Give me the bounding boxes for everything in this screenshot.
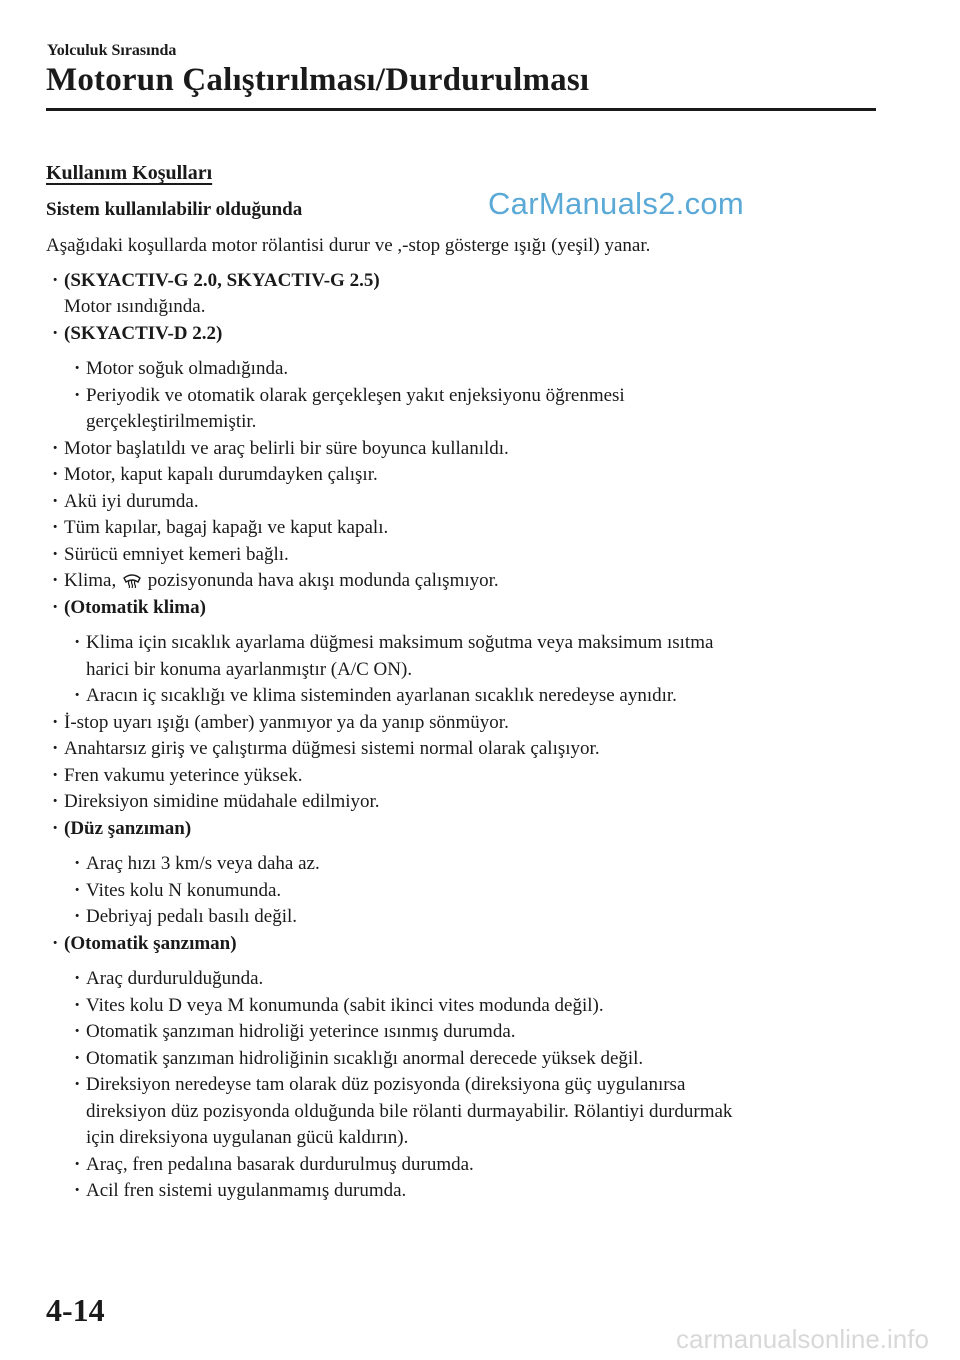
intro-text: Aşağıdaki koşullarda motor rölantisi durur ve ,-stop gösterge ışığı (yeşil) yanar. xyxy=(46,235,651,256)
list-item: · Motor başlatıldı ve araç belirli bir süre boyunca kullanıldı. xyxy=(46,436,876,463)
sub-list-item: · Acil fren sistemi uygulanmamış durumda. xyxy=(46,1178,876,1205)
sub-list-item: · Klima için sıcaklık ayarlama düğmesi maksimum soğutma veya maksimum ısıtma harici bir konuma ayarlanmıştır (A/C ON). xyxy=(46,630,876,683)
list-item: · (Düz şanzıman) xyxy=(46,816,876,843)
list-item: · Klima, pozisyonunda hava akışı modunda çalışmıyor. xyxy=(46,568,876,595)
windshield-defrost-icon xyxy=(123,570,141,586)
list-item: · Direksiyon simidine müdahale edilmiyor. xyxy=(46,789,876,816)
sub-list-item: · Motor soğuk olmadığında. xyxy=(46,356,876,383)
sub-list-item: · Araç durdurulduğunda. xyxy=(46,966,876,993)
sub-list-item: · Vites kolu N konumunda. xyxy=(46,878,876,905)
content-body xyxy=(46,160,876,1205)
list-item-text: Motor ısındığında. xyxy=(64,296,206,317)
list-item: · (SKYACTIV-G 2.0, SKYACTIV-G 2.5) xyxy=(46,268,876,295)
list-item: · Akü iyi durumda. xyxy=(46,489,876,516)
page-number: 4-14 xyxy=(46,1292,105,1328)
list-item: · (SKYACTIV-D 2.2) xyxy=(46,321,876,348)
list-item: · İ-stop uyarı ışığı (amber) yanmıyor ya da yanıp sönmüyor. xyxy=(46,710,876,737)
chapter-label: Yolculuk Sırasında xyxy=(47,42,177,59)
sub-list-item: · Debriyaj pedalı basılı değil. xyxy=(46,904,876,931)
sub-list-item: · Aracın iç sıcaklığı ve klima sisteminden ayarlanan sıcaklık neredeyse aynıdır. xyxy=(46,683,876,710)
header-divider xyxy=(46,108,876,111)
list-item: · Motor, kaput kapalı durumdayken çalışır. xyxy=(46,462,876,489)
top-watermark: CarManuals2.com xyxy=(488,186,745,221)
list-item: · Fren vakumu yeterince yüksek. xyxy=(46,763,876,790)
list-item: · Sürücü emniyet kemeri bağlı. xyxy=(46,542,876,569)
list-item: · (Otomatik klima) xyxy=(46,595,876,622)
list-item: · Tüm kapılar, bagaj kapağı ve kaput kapalı. xyxy=(46,515,876,542)
sub-list-item: · Vites kolu D veya M konumunda (sabit ikinci vites modunda değil). xyxy=(46,993,876,1020)
footer-watermark: carmanualsonline.info xyxy=(676,1324,929,1354)
sub-list-item: · Otomatik şanzıman hidroliği yeterince ısınmış durumda. xyxy=(46,1019,876,1046)
sub-list-item: · Otomatik şanzıman hidroliğinin sıcaklığı anormal derecede yüksek değil. xyxy=(46,1046,876,1073)
sub-list-item: · Araç hızı 3 km/s veya daha az. xyxy=(46,851,876,878)
sub-list-item: · Direksiyon neredeyse tam olarak düz pozisyonda (direksiyona güç uygulanırsa direksiyon düz pozisyonda olduğunda bile rölanti durmayabilir. Rölantiyi durdurmak için direksiyona uygulanan gücü kaldırın). xyxy=(46,1072,876,1152)
section-subheading: Sistem kullanılabilir olduğunda xyxy=(46,198,303,220)
list-item: · Anahtarsız giriş ve çalıştırma düğmesi sistemi normal olarak çalışıyor. xyxy=(46,736,876,763)
page-title: Motorun Çalıştırılması/Durdurulması xyxy=(46,62,590,98)
sub-list-item: · Periyodik ve otomatik olarak gerçekleşen yakıt enjeksiyonu öğrenmesi gerçekleştirilmemiştir. xyxy=(46,383,876,436)
section-heading: Kullanım Koşulları xyxy=(46,162,213,184)
list-item: · (Otomatik şanzıman) xyxy=(46,931,876,958)
sub-list-item: · Araç, fren pedalına basarak durdurulmuş durumda. xyxy=(46,1152,876,1179)
